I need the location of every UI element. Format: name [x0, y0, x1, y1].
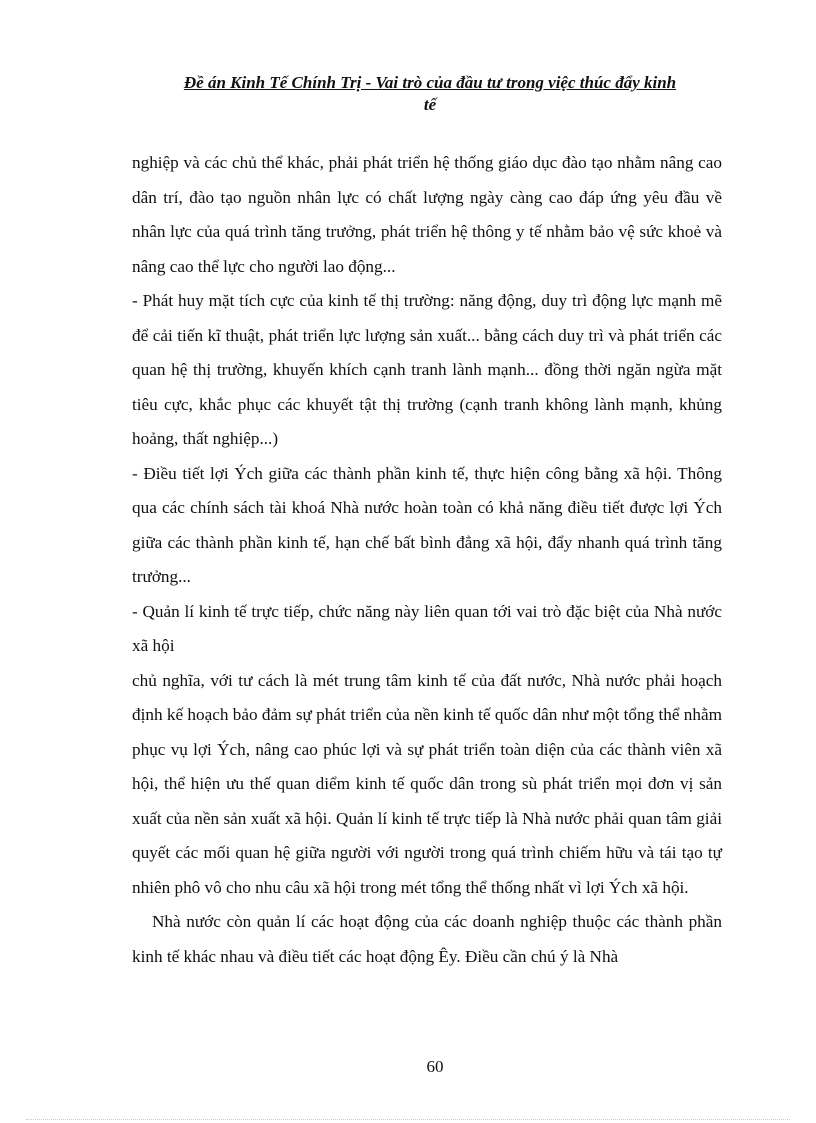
body-text [132, 146, 722, 974]
running-header [134, 72, 726, 116]
paragraph-5: chủ nghĩa, với tư cách là mét trung tâm kinh tế của đất nước, Nhà nước phải hoạch định kế hoạch bảo đảm sự phát triển của nền kinh tế quốc dân như một tổng thể nhằm phục vụ lợi Ých, nâng cao phúc lợi và sự phát triển toàn diện của các thành viên xã hội, thể hiện ưu thế quan diểm kinh tế quốc dân trong sù phát triển mọi đơn vị sản xuất của nền sản xuất xã hội. Quản lí kinh tế trực tiếp là Nhà nước phải quan tâm giải quyết các mối quan hệ giữa người với người trong quá trình chiếm hữu và tái tạo tự nhiên phô vô cho nhu câu xã hội trong mét tổng thể thống nhất vì lợi Ých xã hội. [132, 670, 722, 897]
header-title-line-2: tế [423, 95, 437, 114]
header-title-line-1: Đề án Kinh Tế Chính Trị - Vai trò của đầu tư trong việc thúc đẩy kinh [183, 73, 677, 92]
paragraph-4: - Quản lí kinh tế trực tiếp, chức năng này liên quan tới vai trò đặc biệt của Nhà nước xã hội [132, 601, 722, 655]
page-number: 60 [426, 1057, 444, 1076]
paragraph-6: Nhà nước còn quản lí các hoạt động của các doanh nghiệp thuộc các thành phần kinh tế khác nhau và điều tiết các hoạt động Êy. Điều cần chú ý là Nhà [132, 912, 722, 966]
page-bottom-divider [26, 1119, 790, 1120]
paragraph-1: nghiệp và các chủ thể khác, phải phát triển hệ thống giáo dục đào tạo nhằm nâng cao dân trí, đào tạo nguồn nhân lực có chất lượng ngày càng cao đáp ứng yêu đầu về nhân lực của quá trình tăng trưởng, phát triển hệ thông y tế nhằm bảo vệ sức khoẻ và nâng cao thể lực cho người lao động... [132, 153, 722, 276]
paragraph-3: - Điều tiết lợi Ých giữa các thành phần kinh tế, thực hiện công bằng xã hội. Thông qua các chính sách tài khoá Nhà nước hoàn toàn có khả năng điều tiết được lợi Ých giữa các thành phần kinh tế, hạn chế bất bình đẳng xã hội, đẩy nhanh quá trình tăng trưởng... [132, 463, 722, 586]
paragraph-2: - Phát huy mặt tích cực của kinh tế thị trường: năng động, duy trì động lực mạnh mẽ để cải tiến kĩ thuật, phát triển lực lượng sản xuất... bằng cách duy trì và phát triển các quan hệ thị trường, khuyến khích cạnh tranh lành mạnh... đồng thời ngăn ngừa mặt tiêu cực, khắc phục các khuyết tật thị trường (cạnh tranh không lành mạnh, khủng hoảng, thất nghiệp...) [132, 291, 722, 448]
